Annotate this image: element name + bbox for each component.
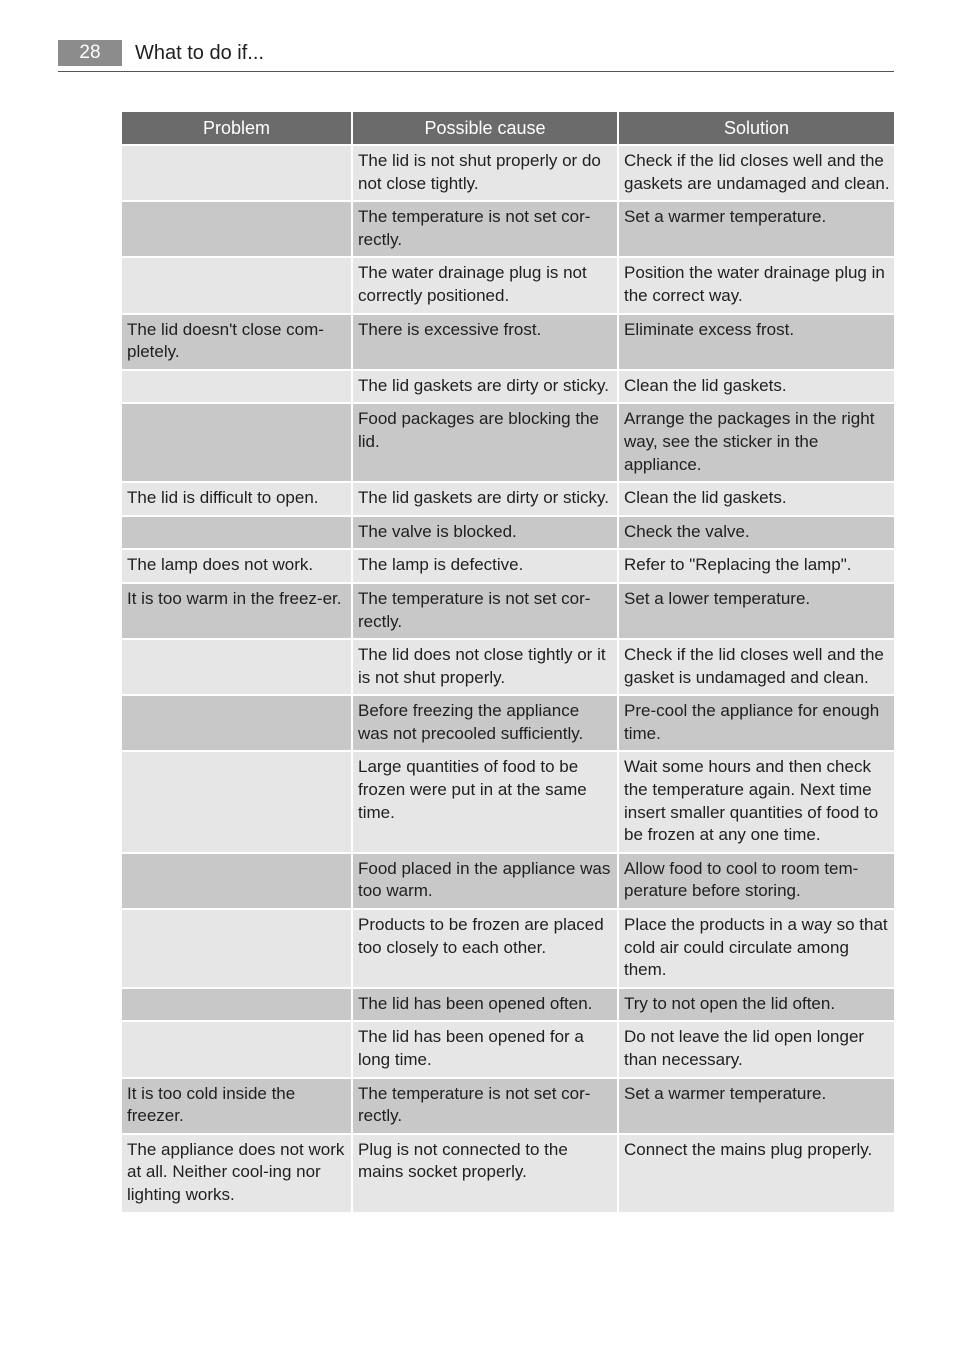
problem-cell: The lamp does not work.: [122, 550, 351, 582]
table-row: [122, 550, 894, 582]
solution-cell: Check if the lid closes well and the gasket is undamaged and clean.: [619, 640, 894, 694]
solution-cell: Allow food to cool to room tem-perature before storing.: [619, 854, 894, 908]
cause-cell: Food placed in the appliance was too warm.: [353, 854, 617, 908]
solution-cell: Connect the mains plug properly.: [619, 1135, 894, 1212]
solution-cell: Try to not open the lid often.: [619, 989, 894, 1021]
column-header-solution: Solution: [619, 112, 894, 144]
solution-cell: Clean the lid gaskets.: [619, 371, 894, 403]
problem-cell: [122, 854, 351, 908]
cause-cell: The temperature is not set cor-rectly.: [353, 1079, 617, 1133]
cause-cell: The lid gaskets are dirty or sticky.: [353, 483, 617, 515]
solution-cell: Arrange the packages in the right way, see the sticker in the appliance.: [619, 404, 894, 481]
cause-cell: Food packages are blocking the lid.: [353, 404, 617, 481]
cause-cell: There is excessive frost.: [353, 315, 617, 369]
cause-cell: The lid is not shut properly or do not close tightly.: [353, 146, 617, 200]
page-header: [58, 40, 894, 72]
table-row: [122, 640, 894, 694]
solution-cell: Position the water drainage plug in the correct way.: [619, 258, 894, 312]
problem-cell: [122, 752, 351, 851]
cause-cell: The temperature is not set cor-rectly.: [353, 584, 617, 638]
problem-cell: [122, 910, 351, 987]
problem-cell: [122, 146, 351, 200]
problem-cell: [122, 202, 351, 256]
cause-cell: The lamp is defective.: [353, 550, 617, 582]
table-row: [122, 584, 894, 638]
solution-cell: Eliminate excess frost.: [619, 315, 894, 369]
cause-cell: The water drainage plug is not correctly positioned.: [353, 258, 617, 312]
problem-cell: [122, 517, 351, 549]
solution-cell: Set a warmer temperature.: [619, 1079, 894, 1133]
problem-cell: The lid is difficult to open.: [122, 483, 351, 515]
column-header-cause: Possible cause: [353, 112, 617, 144]
table-row: [122, 854, 894, 908]
cause-cell: The lid has been opened often.: [353, 989, 617, 1021]
problem-cell: [122, 404, 351, 481]
table-row: [122, 315, 894, 369]
table-row: [122, 1079, 894, 1133]
table-row: [122, 258, 894, 312]
troubleshooting-table: [120, 110, 896, 1214]
table-row: [122, 1022, 894, 1076]
table-row: [122, 146, 894, 200]
problem-cell: It is too warm in the freez-er.: [122, 584, 351, 638]
table-row: [122, 696, 894, 750]
cause-cell: Large quantities of food to be frozen were put in at the same time.: [353, 752, 617, 851]
cause-cell: The lid does not close tightly or it is not shut properly.: [353, 640, 617, 694]
table-row: [122, 1135, 894, 1212]
page-number: 28: [58, 40, 122, 66]
solution-cell: Check if the lid closes well and the gaskets are undamaged and clean.: [619, 146, 894, 200]
solution-cell: Place the products in a way so that cold air could circulate among them.: [619, 910, 894, 987]
problem-cell: It is too cold inside the freezer.: [122, 1079, 351, 1133]
problem-cell: [122, 696, 351, 750]
cause-cell: The lid has been opened for a long time.: [353, 1022, 617, 1076]
table-header-row: [122, 112, 894, 144]
table-row: [122, 202, 894, 256]
table-row: [122, 371, 894, 403]
solution-cell: Check the valve.: [619, 517, 894, 549]
table-row: [122, 989, 894, 1021]
solution-cell: Pre-cool the appliance for enough time.: [619, 696, 894, 750]
table-row: [122, 910, 894, 987]
solution-cell: Wait some hours and then check the temperature again. Next time insert smaller quantities of food to be frozen at any one time.: [619, 752, 894, 851]
problem-cell: The lid doesn't close com-pletely.: [122, 315, 351, 369]
problem-cell: [122, 371, 351, 403]
section-title: What to do if...: [135, 42, 264, 64]
table-row: [122, 517, 894, 549]
problem-cell: [122, 989, 351, 1021]
problem-cell: [122, 640, 351, 694]
solution-cell: Do not leave the lid open longer than necessary.: [619, 1022, 894, 1076]
solution-cell: Refer to "Replacing the lamp".: [619, 550, 894, 582]
cause-cell: The lid gaskets are dirty or sticky.: [353, 371, 617, 403]
solution-cell: Set a warmer temperature.: [619, 202, 894, 256]
table-row: [122, 404, 894, 481]
cause-cell: Plug is not connected to the mains socket properly.: [353, 1135, 617, 1212]
column-header-problem: Problem: [122, 112, 351, 144]
problem-cell: [122, 1022, 351, 1076]
cause-cell: Products to be frozen are placed too closely to each other.: [353, 910, 617, 987]
cause-cell: The valve is blocked.: [353, 517, 617, 549]
cause-cell: Before freezing the appliance was not precooled sufficiently.: [353, 696, 617, 750]
problem-cell: The appliance does not work at all. Neither cool-ing nor lighting works.: [122, 1135, 351, 1212]
table-row: [122, 752, 894, 851]
solution-cell: Set a lower temperature.: [619, 584, 894, 638]
problem-cell: [122, 258, 351, 312]
cause-cell: The temperature is not set cor-rectly.: [353, 202, 617, 256]
solution-cell: Clean the lid gaskets.: [619, 483, 894, 515]
table-row: [122, 483, 894, 515]
